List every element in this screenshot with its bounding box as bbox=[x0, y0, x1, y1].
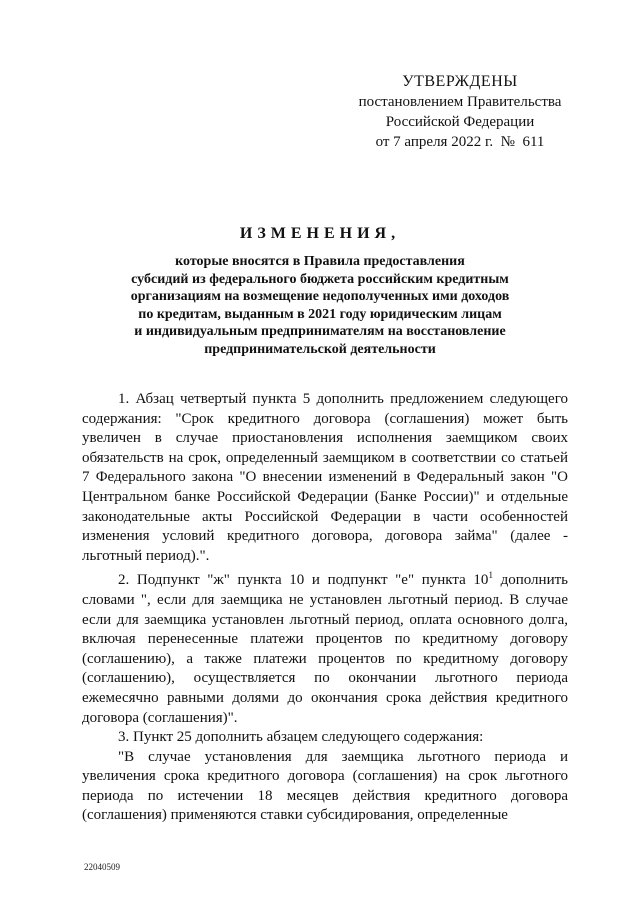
paragraph-2 bbox=[82, 566, 568, 728]
document-title: ИЗМЕНЕНИЯ, bbox=[239, 225, 401, 242]
document-title-block bbox=[80, 225, 560, 359]
paragraph-3: 3. Пункт 25 дополнить абзацем следующего содержания: bbox=[118, 729, 484, 746]
subtitle-line: и индивидуальным предпринимателям на восстановление bbox=[134, 324, 506, 340]
approval-heading: УТВЕРЖДЕНЫ bbox=[402, 73, 518, 90]
subtitle-line: по кредитам, выданным в 2021 году юридическим лицам bbox=[138, 306, 502, 322]
approval-line-3: от 7 апреля 2022 г. № 611 bbox=[375, 134, 545, 150]
paragraph-2-end: дополнить словами ", если для заемщика не установлен льготный период. В случае если для заемщика установлен льготный период, оплата основного долга, включая перенесенные платежи процентов по кредитному договору (соглашению), а также платежи процентов по кредитному договору (соглашению), осуществляется по окончании льготного периода ежемесячно равными долями до окончания срока действия кредитного договора (соглашения)". bbox=[82, 572, 568, 726]
paragraph-1: 1. Абзац четвертый пункта 5 дополнить предложением следующего содержания: "Срок кредитного договора (соглашения) может быть увеличен в случае приостановления исполнения заемщиком своих обязательств на срок, определенный заемщиком в соответствии со статьей 7 Федерального закона "О внесении изменений в Федеральный закон "О Центральном банке Российской Федерации (Банке России)" и отдельные законодательные акты Российской Федерации в части особенностей изменения условий кредитного договора, договора займа" (далее - льготный период).". bbox=[82, 391, 568, 564]
paragraph-4: "В случае установления для заемщика льготного периода и увеличения срока кредитного договора (соглашения) на срок льготного периода по истечении 18 месяцев действия кредитного договора (соглашения) применяются ставки субсидирования, определенные bbox=[82, 748, 568, 824]
document-subtitle bbox=[80, 253, 560, 359]
approval-line-2: Российской Федерации bbox=[385, 114, 535, 130]
subtitle-line: субсидий из федерального бюджета российским кредитным bbox=[131, 271, 509, 287]
paragraph-2-start: 2. Подпункт "ж" пункта 10 и подпункт "е" пункта 10 bbox=[118, 572, 489, 589]
superscript-index: 1 bbox=[488, 570, 493, 581]
subtitle-line: которые вносятся в Правила предоставления bbox=[175, 254, 465, 269]
subtitle-line: организациям на возмещение недополученных ими доходов bbox=[130, 289, 510, 305]
footer-document-code: 22040509 bbox=[84, 862, 120, 872]
approval-line-1: постановлением Правительства bbox=[358, 94, 562, 110]
document-body bbox=[82, 390, 568, 826]
subtitle-line: предпринимательской деятельности bbox=[204, 341, 436, 357]
approval-stamp bbox=[340, 72, 580, 152]
